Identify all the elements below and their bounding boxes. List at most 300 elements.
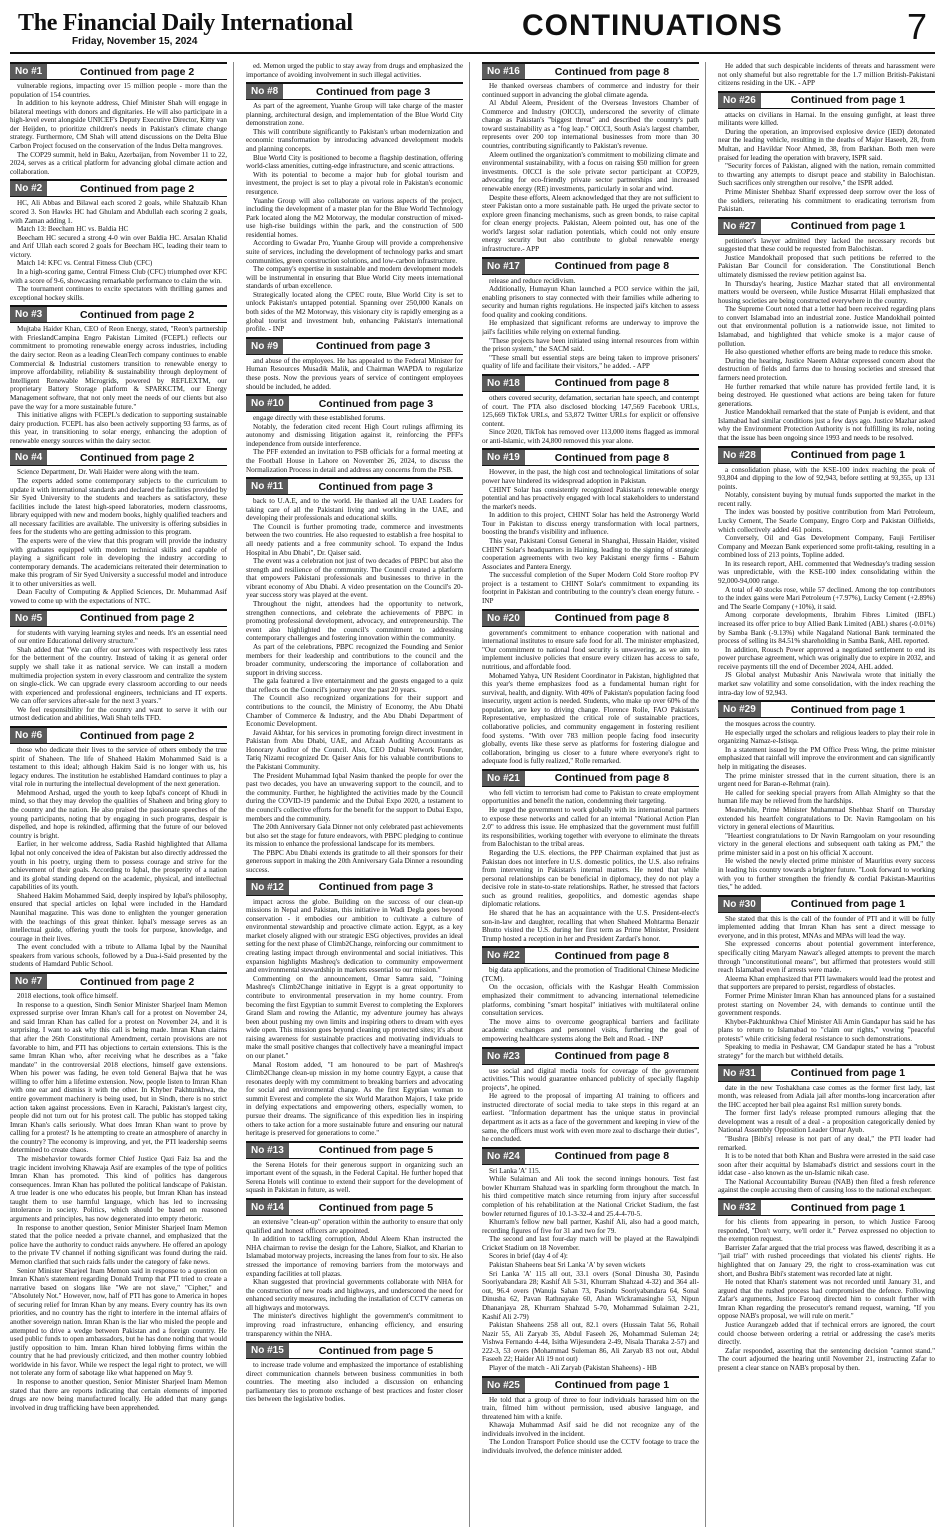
story <box>718 1064 935 1196</box>
paragraph: 2018 elections, took office himself. <box>17 992 119 1001</box>
story-body <box>482 468 699 605</box>
story <box>246 62 463 79</box>
paragraph: The gala featured a live entertainment and the guests engaged to a quiz that reflects on the Council's journey over the past 20 years. <box>246 677 463 694</box>
paragraph: The experts added some contemporary subjects to the curriculum to update it with international standards and declared the facilities provided by Sir Syed University to the students and teachers as satisfactory, these facilities include the latest high-speed laboratories, modern classrooms, library equipped with new and modern books, highly qualified teachers and all necessary facilities are available. The university is offering subsidies in fees for the students who are getting admission to this program. <box>10 476 227 537</box>
continued-from-label: Continued from page 3 <box>318 881 434 894</box>
paragraph: The President Muhammad Iqbal Nasim thanked the people for over the past two decades, you have an unwavering support to the council, and to the community. Further, he highlighted the activities made by the Council during the COVID-19 pandemic and the Dubai Expo 2020, a testament to the council's collective efforts for the benefit for the support to Dubai Expo, members and the community. <box>246 771 463 823</box>
story-header <box>482 1147 699 1165</box>
story <box>246 1198 463 1338</box>
story-header <box>10 972 227 990</box>
paragraph: Conversely, Oil and Gas Development Company, Fauji Fertiliser Company and Meezan Bank experienced some profit-taking, resulting in a combined loss of 213 points, Topline added. <box>718 534 935 560</box>
story-number-badge: No #30 <box>718 897 761 912</box>
story-header <box>482 609 699 627</box>
story-number-badge: No #27 <box>718 219 761 234</box>
continued-from-label: Continued from page 3 <box>315 85 431 98</box>
story-body <box>482 394 699 445</box>
continued-from-label: Continued from page 8 <box>554 451 670 464</box>
story-number-badge: No #9 <box>246 339 283 354</box>
paragraph: He added that such despicable incidents of threats and harassment were not only shameful but also regrettable for the 1.7 million British-Pakistani citizens residing in the UK. - APP <box>718 62 935 88</box>
story-header <box>246 1341 463 1359</box>
paragraph: The tournament continues to excite spectators with thrilling games and exceptional hockey skills. <box>10 285 227 302</box>
story-body <box>246 898 463 1138</box>
paragraph: petitioner's lawyer admitted they lacked the necessary records but suggested that these could be requested from Balochistan. <box>718 236 935 254</box>
continued-from-label: Continued from page 8 <box>554 949 670 962</box>
story-header <box>10 726 227 744</box>
story-body <box>482 1167 699 1373</box>
story <box>246 1141 463 1195</box>
story-body <box>718 1218 935 1372</box>
story-header <box>246 878 463 896</box>
paragraph: In addition to tackling corruption, Abdul Aleem Khan instructed the NHA chairman to revise the design for the Lahore, Sialkot, and Kharian to Islamabad motorway projects, increasing the lanes from four to six. He also stressed the importance of removing barriers from the motorways and expanding facilities at toll plazas. <box>246 1235 463 1278</box>
story-body <box>10 746 227 969</box>
paragraph: Mohamed Yahya, UN Resident Coordinator in Pakistan, highlighted that this year's theme emphasizes food as a fundamental human right for survival, health, and dignity. With 40% of Pakistan's population facing food insecurity, urgent action is needed. Students, who make up over 60% of the population, are key to driving change. Florence Rolle, FAO Pakistan's Representative, emphasized the critical role of sustainable practices, collaborative policies, and community engagement in fostering resilient food systems. "With over 783 million people facing food insecurity globally, events like these serve as platforms for fostering dialogue and collaboration, bringing us closer to a future where everyone's right to adequate food is fully realized," Rolle remarked. <box>482 671 699 766</box>
continued-from-label: Continued from page 3 <box>315 340 431 353</box>
story <box>718 895 935 1061</box>
column-4 <box>718 62 935 1527</box>
continued-from-label: Continued from page 1 <box>790 703 906 716</box>
paragraph: Barrister Zafar argued that the trial process was flawed, describing it as a "jail trial" with rushed proceedings that violated his clients' rights. He highlighted that on January 29, the right to cross-examination was cut short, and Bushra Bibi's statement was recorded late at night. <box>718 1243 935 1278</box>
continued-from-label: Continued from page 8 <box>554 612 670 625</box>
story-header <box>482 257 699 275</box>
story-number-badge: No #12 <box>246 880 289 895</box>
paragraph: Aleema Khan emphasized that PTI lawmakers would lead the protest and that supporters are prepared to persist, regardless of obstacles. <box>718 974 935 992</box>
story-body <box>718 915 935 1061</box>
story-body <box>10 992 227 1412</box>
story-body <box>482 789 699 943</box>
paragraph: Senior Minister Sharjeel Inam Memon said in response to a question on Imran Khan's statement regarding Donald Trump that PTI tried to create a narrative based on slogans like "We are not slave," "Cipher," and "Absolutely Not." However, now, half of PTI has gone to America in hopes of securing relief for Imran Khan by any means. Every country has its own priorities, and no country has the right to interfere in the internal affairs of another sovereign nation. Imran Khan is the liar who misled the people and attempted to drive a wedge between Pakistan and a foreign country. He used public funds to open ambassadors, but he has done nothing that would justify opposition to him. Imran Khan hired lobbying firms within the country that he had previously criticized, and then mother country lobbied worldwide in his favor. While we respect the legal right to protect, we will not tolerate any form of sabotage like what happened on May 9. <box>10 1266 227 1378</box>
paragraph: for his clients from appearing in person, to which Justice Farooq responded, "Don't worry, we'll order it." Pervez expressed no objection to the exemption request. <box>718 1218 935 1244</box>
paragraph: The 20th Anniversary Gala Dinner not only celebrated past achievements but also set the stage for future endeavors, with PBPC pledging to continue its mission to enhance the professional landscape for its members. <box>246 823 463 849</box>
paragraph: date in the new Toshakhana case comes as the former first lady, last month, was released from Adiala jail after months-long incarceration after the IHC accepted her bail plea against Rs1 million surety bonds. <box>718 1083 935 1109</box>
story-number-badge: No #16 <box>482 64 525 79</box>
paragraph: While Sulaiman and Ali took the second innings honours. Test fast bowler Khurram Shahzad was in sparkling form throughout the match. In his third competitive match since returning from injury after successful completion of his rehabilitation at the National Cricket Stadium, the fast bowler returned figures of 10.1-3-32-4 and 25.4-4-70-5. <box>482 1175 699 1218</box>
continued-from-label: Continued from page 8 <box>554 65 670 78</box>
paragraph: Former Prime Minister Imran Khan has announced plans for a sustained protest starting on November 24, with demands to continue until the government responds. <box>718 991 935 1018</box>
paragraph: Commenting on the announcement, Omar Samra said, "Joining Mashreq's Climb2Change initiative in Egypt is a great opportunity to contribute to environmental preservation in my home country. From becoming the first Egyptian to summit Everest to completing the Explorers Grand Slam and rowing the Atlantic, my adventure journey has always been about pushing my own limits and inspiring others to dream with eyes wide open. This mission goes beyond cleaning up protected sites; it's about raising awareness for sustainable practices and motivating individuals to make the small positive changes that collectively have a meaningful impact on our planet." <box>246 974 463 1060</box>
continued-from-label: Continued from page 2 <box>79 975 195 988</box>
paragraph: The PBPC Abu Dhabi extends its gratitude to all their sponsors for their generous support in making the 20th Anniversary Gala Dinner a resounding success. <box>246 848 463 874</box>
paragraph: Science Department, Dr. Wali Haider were along with the team. <box>17 468 200 477</box>
story-number-badge: No #24 <box>482 1149 525 1164</box>
paragraph: The second and last four-day match will be played at the Rawalpindi Cricket Stadium on 18 November. <box>482 1235 699 1252</box>
story-body <box>718 1084 935 1196</box>
story-body <box>482 1396 699 1456</box>
paragraph: The index was boosted by positive contribution from Mari Petroleum, Lucky Cement, The Searle Company, Engro Corp and Pakistan Oilfields, which collectively added 461 points. <box>718 508 935 534</box>
paragraph: The COP29 summit, held in Baku, Azerbaijan, from November 11 to 22, 2024, serves as a critical platform for advancing global climate action and collaboration. <box>10 150 227 176</box>
story-number-badge: No #17 <box>482 259 525 274</box>
paragraph: This year, Pakistani Consul General in Shanghai, Hussain Haider, visited CHINT Solar's headquarters in Haining, leading to the signing of strategic cooperation agreements with two key Pakistani energy firms - Bahum Associates and Pantera Energy. <box>482 537 699 571</box>
paragraph: Additionally, Humayun Khan launched a PCO service within the jail, enabling prisoners to stay connected with their families while adhering to security and human rights regulations. He inspected jail's kitchen to assess food quality and cooking conditions. <box>482 285 699 319</box>
story-body <box>10 199 227 302</box>
paragraph: She expressed concerns about potential government interference, specifically citing Maryam Nawaz's alleged attempts to prevent the march through "unconstitutional means", but affirmed that protesters would still reach Islamabad even if arrests were made. <box>718 940 935 975</box>
paragraph: With its potential to become a major hub for global tourism and investment, the project is set to play a pivotal role in Pakistan's economic resurgence. <box>246 170 463 196</box>
story-header <box>482 1376 699 1394</box>
paragraph: Player of the match - Ali Zaryab (Pakistan Shaheens) - HB <box>489 1364 657 1372</box>
story <box>482 62 699 254</box>
paragraph: The misbehavior towards former Chief Justice Qazi Faiz Isa and the tragic incident involving Khawaja Asif are examples of the type of politics Imran Khan has promoted. This kind of politics has dangerous consequences. Imran Khan has polluted the political landscape of Pakistan. A true leader is one who educates his people, but Imran Khan has instead taught them to use harmful language, which has led to increasing intolerance in society. Politics, which should be based on reasoned arguments and principles, has now degenerated into empty rhetoric. <box>10 1155 227 1224</box>
story-header <box>482 448 699 466</box>
continued-from-label: Continued from page 2 <box>79 729 195 742</box>
paragraph: to increase trade volume and emphasized the importance of establishing direct communication channels between business communities in both countries. The meeting also included a discussion on enhancing parliamentary ties to promote exchange of best practices and foster closer ties between the legislative bodies. <box>246 1361 463 1404</box>
paragraph: impact across the globe. Building on the success of our clean-up missions in Nepal and Pakistan, this initiative in Wadi Degla goes beyond conservation - it embodies our ambition to cultivate a culture of environmental stewardship and proactive climate action. Egypt, as a key market closely aligned with our strategic ESG objectives, provides an ideal setting for the next phase of Climb2Change, reinforcing our commitment to creating lasting impact through environmental and social initiatives. This expansion highlights Mashreq's dedication to community empowerment and environmental stewardship in markets essential to our mission." <box>246 897 463 975</box>
paragraph: Javaid Akhtar, for his services in promoting foreign direct investment in Pakistan from Abu Dhabi, UAE, and Afzaah Auditing Accountants as Honorary Auditor of the Council. Also, CEO Dubai Network Founder, Tariq Nizami recognized Dr. Qaiser Anis for his valuable contributions to the Pakistani Community. <box>246 728 463 772</box>
story-header <box>718 895 935 913</box>
paragraph: As part of the agreement, Yuanhe Group will take charge of the master planning, architectural design, and implementation of the Blue World City demonstration zone. <box>246 102 463 128</box>
story <box>482 1376 699 1456</box>
paragraph: government's commitment to enhance cooperation with national and international institutes to ensure safe food for all. The minister emphasized, "Our commitment to national food security is unwavering, as we aim to implement inclusive policies that ensure every citizen has access to safe, nutritious, and affordable food. <box>482 628 699 671</box>
paragraph: He further remarked that while nature has provided fertile land, it is being destroyed. He questioned what actions are being taken for future generations. <box>718 382 935 408</box>
story <box>10 305 227 445</box>
continued-from-label: Continued from page 8 <box>554 772 670 785</box>
paragraph: Mehmood Arshad, urged the youth to keep Iqbal's concept of Khudi in mind, so that they may develop the qualities of Shaheen and bring glory to the country and the nation. He also praised the passionate speeches of the young participants, noting that by engaging in such programs, despair is dispelled, and hope is rekindled, affirming that the future of our beloved country is bright. <box>10 788 227 840</box>
paragraph: Despite these efforts, Aleem acknowledged that they are not sufficient to steer Pakistan onto a more sustainable path. He urged the private sector to explore green financing mechanisms, such as green bonds, to raise capital for clean energy projects. Pakistan, Aleem pointed out, has one of the world's largest solar radiation potentials, which could not only ensure energy security but also contribute to global renewable energy infrastructure.- APP <box>482 193 699 253</box>
story-body <box>482 1067 699 1144</box>
story-header <box>246 1198 463 1216</box>
story-number-badge: No #7 <box>10 974 47 989</box>
story-body <box>246 102 463 334</box>
paragraph: Yuanhe Group will also collaborate on various aspects of the project, including the development of a master plan for the Blue World Technology Park located along the M2 Motorway, the modular construction of mixed-use high-rise buildings within the park, and the construction of 500 residential homes. <box>246 196 463 239</box>
paragraph: Blue World City is positioned to become a flagship destination, offering world-class amenities, cutting-edge infrastructure, and scenic attractions. <box>246 153 463 171</box>
story-header <box>482 374 699 392</box>
story-body <box>10 468 227 605</box>
story <box>482 1147 699 1373</box>
story-body <box>246 1218 463 1338</box>
paragraph: Prime Minister Shehbaz Sharif expressed deep sorrow over the loss of the soldiers, reiterating his commitment to eradicating terrorism from Pakistan. <box>718 187 935 214</box>
story <box>482 946 699 1043</box>
paragraph: He wished the newly elected prime minister of Mauritius every success in leading his country towards a brighter future. "Look forward to working with you to further strengthen the friendly & cordial Pakistan-Mauritius ties," he added. <box>718 857 935 892</box>
paragraph: Since 2020, TikTok has removed over 113,000 items flagged as immoral or anti-Islamic, with 24,800 removed this year alone. <box>482 428 699 445</box>
page-number: 7 <box>906 6 927 47</box>
story-body <box>482 966 699 1043</box>
paragraph: The experts were of the view that this program will provide the industry with graduates equipped with modern technical skills and capable of playing a significant role in developing the industry according to contemporary demands. The academicians reiterated their determination to make this program of Sir Syed University a successful model and introduce it to other universities as well. <box>10 537 227 588</box>
story-body <box>10 325 227 445</box>
continued-from-label: Continued from page 8 <box>554 1050 670 1062</box>
story-header <box>482 769 699 787</box>
continued-from-label: Continued from page 5 <box>318 1144 434 1157</box>
paragraph: a consolidation phase, with the KSE-100 index reaching the peak of 93,804 and dipping to the low of 92,943, before settling at 93,355, up 131 points. <box>718 465 935 491</box>
continued-from-label: Continued from page 3 <box>318 397 434 410</box>
paragraph: for students with varying learning styles and needs. It's an essential need of our entire Educational delivery structure." <box>10 628 227 646</box>
paragraph: The former first lady's release prompted rumours alleging that the development was a result of a deal - a proposition categorically denied by National Assembly Opposition Leader Omar Ayub. <box>718 1109 935 1135</box>
paragraph: The company's expertise in sustainable and modern development models will be instrumental in ensuring that Blue World City meets international standards of urban excellence. <box>246 265 463 291</box>
continued-from-label: Continued from page 2 <box>79 65 195 78</box>
story <box>718 700 935 892</box>
story-number-badge: No #14 <box>246 1200 289 1215</box>
paragraph: Scores in brief (day 4 of 4): <box>489 1252 568 1261</box>
paragraph: The prime minister stressed that in the current situation, there is an urgent need for Baran-e-Rehmat (rain). <box>718 771 935 789</box>
story-header <box>718 1198 935 1216</box>
paragraph: CHINT Solar has consistently recognized Pakistan's renewable energy potential and has proactively engaged with local stakeholders to understand the market's needs. <box>482 485 699 511</box>
paragraph: The National Accountability Bureau (NAB) then filed a fresh reference against the couple accusing them of causing loss to the national exchequer. <box>718 1177 935 1195</box>
paragraph: He shared that he has an acquaintance with the U.S. President-elect's son-in-law and daughter, recalling that when Shaheed Mohtarma Benazir Bhutto visited the U.S. during her first term as Prime Minister, President Trump hosted a reception in her and President Zardari's honor. <box>482 908 699 943</box>
paragraph: He called for seeking special prayers from Allah Almighty so that the human life may be relieved from the hardships. <box>718 788 935 806</box>
story-header <box>482 1047 699 1065</box>
paragraph: He agreed to the proposal of imparting AI training to officers and instructed directorate of social media to take steps in this regard at an earliest. "Information department has the unique status in provincial department as it acts as a face of the government and keeping in view of the same, the officers must work with even more zeal to discharge their duties", he concluded. <box>482 1092 699 1144</box>
paragraph: Shaheed Hakim Mohammed Said, deeply inspired by Iqbal's philosophy, ensured that special articles on Iqbal were included in the Hamdard Naunihal magazine. This was done to enlighten the younger generation with the teachings of this great thinker. Iqbal's message serves as an intellectual guide, offering youth the tools for purpose, knowledge, and courage in their lives. <box>10 891 227 943</box>
paragraph: JS Global analyst Mubashir Anis Nawiwala wrote that initially the market saw volatility and some consolidation, with the index reaching the intra-day low of 92,943. <box>718 671 935 697</box>
story-number-badge: No #2 <box>10 181 47 196</box>
story-header <box>10 609 227 627</box>
paper-name: The Financial Daily International <box>18 10 353 36</box>
paragraph: the Serena Hotels for their generous support in organizing such an important event of the squash, in the Federal Capital. He further hoped that Serena Hotels will continue to extend their support for the development of squash in Pakistan in future, as well. <box>246 1160 463 1195</box>
story-body <box>482 277 699 371</box>
story-header <box>482 62 699 80</box>
paragraph: In addition to his keynote address, Chief Minister Shah will engage in bilateral meetings with donors and dignitaries. He will also participate in a high-level event alongside UNICEF's Deputy Executive Director, Kitty van der Heijden, to prioritize children's needs in Pakistan's climate change strategy. Furthermore, CM Shah will attend discussions on the Delta Blue Carbon Project focused on the conservation of the Indus Delta mangroves. <box>10 99 227 151</box>
paragraph: The event concluded with a tribute to Allama Iqbal by the Naunihal speakers from various schools, followed by a Dua-i-Said presented by the students of Hamdard Public School. <box>10 943 227 969</box>
story-number-badge: No #22 <box>482 948 525 963</box>
story <box>482 1047 699 1144</box>
paragraph: Justice Mandokhail remarked that the state of Punjab is evident, and that Islamabad had similar conditions just a few days ago. Justice Mazhar asked why the Environment Protection Authority is not fulfilling its role, noting that the issue has been ongoing since 1993 and needs to be resolved. <box>718 408 935 442</box>
column-2 <box>246 62 470 1527</box>
paragraph: She stated that this is the call of the founder of PTI and it will be fully implemented adding that Imran Khan has sent a direct message to everyone, and in this protest, MNAs and MPAs will lead the way. <box>718 914 935 940</box>
story-header <box>246 1141 463 1159</box>
story-body <box>718 62 935 88</box>
story <box>246 82 463 334</box>
story-number-badge: No #23 <box>482 1049 525 1064</box>
story-number-badge: No #6 <box>10 728 47 743</box>
paragraph: Earlier, in her welcome address, Sadia Rashid highlighted that Allama Iqbal not only conceived the idea of Pakistan but also directly addressed the youth in his poetry, urging them to possess courage and strive for the achievement of their goals. According to Iqbal, the prosperity of a nation and its global standing depend on the academic, physical, and intellectual capabilities of its youth. <box>10 840 227 892</box>
story-number-badge: No #25 <box>482 1378 525 1393</box>
paragraph: The Council also recognized organizations for their support and contributions to the council, the Ministry of Economy, the Abu Dhabi Chamber of Commerce & Industry, and the Abu Dhabi Department of Economic Development. <box>246 694 463 729</box>
story-body <box>246 414 463 474</box>
paragraph: Zafar responded, asserting that the sentencing decision "cannot stand." The court adjourned the hearing until November 21, instructing Zafar to present a clear stance on NAB's proposal by then. <box>718 1346 935 1372</box>
paragraph: Sri Lanka 'A' 115. <box>489 1166 541 1175</box>
paragraph: Among corporate developments, Ibrahim Fibres Limited (IBFL) increased its offer price to buy Allied Bank Limited (ABL) shares (-0.01%) by Samba Bank (-9.13%) while Nagaland National Bank terminated the process of selling its 84.51% shareholding in Samba Bank, AHL reported. <box>718 611 935 646</box>
paragraph: Justice Mandokhail proposed that such petitions be referred to the Pakistan Bar Council for consideration. The Constitutional Bench ultimately dismissed the review petition against Isa. <box>718 253 935 279</box>
story-body <box>246 1161 463 1195</box>
paragraph: "Bushra [Bibi's] release is not part of any deal," the PTI leader had remarked. <box>718 1135 935 1152</box>
paragraph: The Supreme Court noted that a letter had been received regarding plans to convert Islamabad into an industrial zone. Justice Mandokhail pointed out that environmental pollution is a nationwide issue, not limited to Islamabad, and highlighted that vehicle smoke is a major cause of pollution. <box>718 305 935 348</box>
story-header <box>718 91 935 109</box>
paragraph: others covered security, defamation, sectarian hate speech, and contempt of court. The PTA also disclosed blocking 147,569 Facebook URLs, 125,669 TikTok URLs, and 53,872 Twitter URLs for explicit or offensive content. <box>482 393 699 428</box>
continued-from-label: Continued from page 1 <box>790 898 906 911</box>
story-body <box>246 1361 463 1404</box>
story-header <box>10 305 227 323</box>
paragraph: The PFF extended an invitation to PSB officials for a formal meeting at the Football House in Lahore on November 26, 2024, to discuss the Normalization Process in detail and address any concerns from the PSB. <box>246 448 463 474</box>
story-body <box>718 237 935 443</box>
section-title: CONTINUATIONS <box>522 9 783 42</box>
paragraph: According to Gwadar Pro, Yuanhe Group will provide a comprehensive suite of services, including the development of technology parks and smart communities, green construction solutions, and low-carbon infrastructure. <box>246 239 463 265</box>
continued-from-label: Continued from page 5 <box>318 1201 434 1214</box>
story-number-badge: No #21 <box>482 771 525 786</box>
paragraph: Khawaja Muhammad Asif said he did not recognize any of the individuals involved in the incident. <box>482 1421 699 1438</box>
paragraph: "These projects have been initiated using internal resources from within the prison system," the SACM said. <box>482 336 699 354</box>
paragraph: "Heartiest congratulations to Dr Navin Ramgoolam on your resounding victory in the general elections and subsequent oath taking as PM," the prime minister said in a post on his official X account. <box>718 831 935 857</box>
continued-from-label: Continued from page 5 <box>318 1344 434 1357</box>
continued-from-label: Continued from page 1 <box>790 449 906 462</box>
continued-from-label: Continued from page 1 <box>790 220 906 233</box>
paragraph: In addition to this project, CHINT Solar has held the Astronergy World Tour in Pakistan to discuss energy transformation with local partners, boosting the brand's visibility and influence. <box>482 511 699 537</box>
paragraph: In a high-scoring game, Central Fitness Club (CFC) triumphed over KFC with a score of 9-6, showcasing remarkable performance to claim the win. <box>10 267 227 285</box>
paragraph: In response to another question, Senior Minister Sharjeel Inam Memon stated that there are reports indicating that certain elements of imported drugs are now being manufactured locally. He added that many gangs involved in drug trafficking have been apprehended. <box>10 1378 227 1412</box>
paragraph: Mujtaba Haider Khan, CEO of Reon Energy, stated, "Reon's partnership with FrieslandCampina Engro Pakistan Limited (FCEPL) reflects our commitment to promoting renewable energy across industries, including the dairy sector. Reon as a leading CleanTech company continues to enable Commercial & Industrial customers transition to renewable energy to improve affordability, reliability & sustainability through deployment of Intelligent Renewable Microgrids, powered by REFLEXTM, our proprietary Battery Storage platform & SPARKCTM, our Energy Management software, that not only meet the needs of our clients but also pave the way for a more sustainable future." <box>10 325 227 411</box>
story-body <box>10 629 227 723</box>
paragraph: HC, Ali Abbas and Bilawal each scored 2 goals, while Shahzaib Khan scored 3. Son Hawks HC had Ghulam and Abdullah each scoring 2 goals, with Zaman adding 1. <box>10 199 227 225</box>
paragraph: "These small but essential steps are being taken to improve prisoners' quality of life and facilitate their visitors," he added. - APP <box>482 353 699 371</box>
story-body <box>246 62 463 79</box>
story <box>10 179 227 302</box>
paragraph: In response to another question, Senior Minister Sharjeel Inam Memon stated that the police needed a private channel, and emphasized that the police have the authority to conduct raids anywhere. He offered an apology to the private TV channel if nothing significant was found during the raid. Memon clarified that such raids falls under the category of fake news. <box>10 1223 227 1266</box>
paragraph: In addition, Rousch Power approved a negotiated settlement to end its power purchase agreement, which was originally due to expire in 2032, and receive payments till the end of December 2024, AHL added. <box>718 645 935 671</box>
column-3 <box>482 62 706 1527</box>
paragraph: The successful completion of the Super Modern Cold Store rooftop PV project is a testament to CHINT Solar's commitment to expanding its footprint in Pakistan and contributing to the country's clean energy future. - INP <box>482 571 699 606</box>
paragraph: He especially urged the scholars and religious leaders to play their role in organizing Namaz-e-Istisqa. <box>718 728 935 746</box>
paragraph: He told that a group of three to four individuals harassed him on the train, filmed him without permission, used abusive language, and threatened him with a knife. <box>482 1395 699 1421</box>
paragraph: However, in the past, the high cost and technological limitations of solar power have hindered its widespread adoption in Pakistan. <box>482 468 699 485</box>
paragraph: attacks on civilians in Harnai. In the ensuing gunfight, at least three militants were killed. <box>718 110 935 128</box>
paragraph: The event was a celebration not just of two decades of PBPC but also the strength and resilience of the community. The Council created a platform that empowers Pakistani professionals and businesses to thrive in the vibrant economy of Abu Dhabi. A video presentation on the Council's 20-year success story was played at the event. <box>246 557 463 600</box>
paragraph: Beecham HC secured a strong 4-0 win over Baldia HC. Arsalan Khalid and Arif Ullah each scored 2 goals for Beecham HC, leading their team to victory. <box>10 233 227 259</box>
story-number-badge: No #8 <box>246 84 283 99</box>
paragraph: Throughout the night, attendees had the opportunity to network, strengthen connections, and celebrate the achievements of PBPC in promoting professional development, advocacy, and entrepreneurship. The event also highlighted the council's commitment to addressing contemporary challenges and fostering innovation within the community. <box>246 600 463 643</box>
story-body <box>246 497 463 874</box>
paragraph: Sri Lanka 'A' 115 all out, 33.1 overs (Sonal Dinusha 30, Pasindu Sooriyabandara 28; Kashif Ali 5-31, Khurram Shahzad 4-32) and 364 all-out, 96.4 overs (Wanuja Sahan 73, Pasindu Sooriyabandara 64, Sonal Dinusha 62, Pavan Rathnayake 60, Ahan Wickramasinghe 53, Nipun Dhananjaya 28, Khurram Shahzad 5-70, Mohammad Sulaiman 2-21, Kashif Ali 2-79) <box>482 1269 699 1321</box>
paragraph: and abuse of the employees. He has appealed to the Federal Minister for Human Resources Musadik Malik, and Chairman WAPDA to regularize these posts. Now the previous years of service of contingent employees should be included, he added. <box>246 356 463 391</box>
story <box>718 1198 935 1372</box>
paragraph: It is to be noted that both Khan and Bushra were arrested in the said case soon after their acquittal by Islamabad's district and sessions court in the iddat case - also known as the un-Islamic nikah case. <box>718 1152 935 1178</box>
paragraph: Khan suggested that provincial governments collaborate with NHA for the construction of new roads and highways, and underscored the need for enhanced security measures, including the installation of CCTV cameras on all highways and motorways. <box>246 1278 463 1312</box>
story-body <box>482 82 699 254</box>
paragraph: Match 14: KFC vs. Central Fitness Club (CFC) <box>17 259 153 268</box>
paragraph: He also questioned whether efforts are being made to reduce this smoke. <box>725 348 933 357</box>
paragraph: The minister's directives highlight the government's commitment to improving road infrastructure, enhancing efficiency, and ensuring transparency within the NHA. <box>246 1312 463 1338</box>
story-number-badge: No #3 <box>10 307 47 322</box>
continued-from-label: Continued from page 2 <box>79 612 195 625</box>
paragraph: ed. Memon urged the public to stay away from drugs and emphasized the importance of avoiding involvement in such illegal activities. <box>246 62 463 79</box>
continued-from-label: Continued from page 1 <box>790 94 906 107</box>
paragraph: Dean Faculty of Computing & Applied Sciences, Dr. Muhammad Asif vowed to come up with the expectations of NTC. <box>10 588 227 606</box>
story-number-badge: No #5 <box>10 611 47 626</box>
continued-from-label: Continued from page 2 <box>79 182 195 195</box>
story-number-badge: No #28 <box>718 448 761 463</box>
issue-date: Friday, November 15, 2024 <box>72 36 198 47</box>
story-number-badge: No #10 <box>246 396 289 411</box>
paragraph: Speaking to media in Peshawar, CM Gandapur stated he has a "robust strategy" for the march but withheld details. <box>718 1043 935 1060</box>
paragraph: In a statement issued by the PM Office Press Wing, the prime minister emphasized that rainfall will improve the environment and can significantly help in mitigating the diseases. <box>718 745 935 772</box>
paragraph: We feel responsibility for the country and want to serve it with our utmost dedication and abilities, Wali Shah tells TFD. <box>10 705 227 723</box>
paragraph: He noted that Khan's statement was not recorded until January 31, and argued that the rushed process had compromised the defence. Following Zafar's arguments, Justice Farooq directed him to consult further with Imran Khan regarding the prosecutor's remand request, warning, "If you oppose NAB's proposal, we will rule on merit." <box>718 1278 935 1321</box>
paragraph: Match 13: Beecham HC vs. Baldia HC <box>17 225 129 234</box>
story-body <box>246 357 463 391</box>
story-body <box>718 111 935 214</box>
paragraph: The Council is further promoting trade, commerce and investments between the two countries. He also requested to establish a free hospital to all needy patients and a free community school. To expand the Indus Hospital in Abu Dhabi", Dr. Qaiser said. <box>246 522 463 557</box>
paragraph: Khurram's fellow new ball partner, Kashif Ali, also had a good match, recording figures of five for 31 and two for 79. <box>482 1218 699 1235</box>
paragraph: Khyber-Pakhtunkhwa Chief Minister Ali Amin Gandapur has said he has plans to return to Islamabad to "claim our rights," vowing "peaceful protests" while criticising federal resistance to such demonstrations. <box>718 1017 935 1043</box>
story-body <box>10 82 227 176</box>
story-header <box>482 946 699 964</box>
paragraph: release and reduce recidivism. <box>489 276 576 285</box>
story-number-badge: No #32 <box>718 1200 761 1215</box>
continued-from-label: Continued from page 1 <box>790 1201 906 1214</box>
paragraph: As part of the celebrations, PBPC recognized the Founding and Senior members for their leadership and contributions to the council and the broader community, underscoring the importance of collaboration and support in driving success. <box>246 642 463 677</box>
story <box>482 448 699 605</box>
paragraph: who fell victim to terrorism had come to Pakistan to create employment opportunities and benefit the nation, condemning their targeting. <box>482 788 699 806</box>
paragraph: those who dedicate their lives to the service of others embody the true spirit of Shaheen. The life of Shaheed Hakim Mohammed Said is a testament to this ideal; although Hakim Said is no longer with us, his legacy endures. The institution he established Hamdard continues to play a vital role in nurturing the intellectual development of the next generation. <box>10 746 227 789</box>
paragraph: Justice Aurangzeb added that if technical errors are ignored, the court could choose between ordering a retrial or addressing the case's merits directly. <box>718 1321 935 1347</box>
paragraph: He urged the government to work globally with its international partners to expose these networks and called for an internal "National Action Plan 2.0" to address this issue. He emphasized that the government must fulfill its responsibilities, working together with everyone to eliminate the threats from Balochistan to the tribal areas. <box>482 806 699 849</box>
paragraph: Meanwhile, Prime Minister Muhammad Shehbaz Sharif on Thursday extended his heartfelt congratulations to Dr. Navin Ramgoolam on his victory in general elections of Mauritius. <box>718 805 935 832</box>
story-number-badge: No #29 <box>718 702 761 717</box>
story-number-badge: No #4 <box>10 450 47 465</box>
paragraph: On the occasion, officials with the Kashgar Health Commission emphasized their commitment to advancing international telemedicine platforms, combining "smart hospital" initiatives with multilateral online consultation services. <box>482 983 699 1018</box>
story <box>10 972 227 1412</box>
story-header <box>10 179 227 197</box>
paragraph: A total of 40 stocks rose, while 57 declined. Among the top contributors to the index gains were Mari Petroleum (+7.97%), Lucky Cement (+2.89%) and The Searle Company (+10%), it said. <box>718 585 935 611</box>
paragraph: vulnerable regions, impacting over 15 million people - more than the population of 154 countries. <box>10 82 227 99</box>
story-body <box>718 720 935 892</box>
paragraph: He thanked overseas chambers of commerce and industry for their continued support in advancing the global climate agenda. <box>482 82 699 99</box>
story <box>10 609 227 723</box>
continued-from-label: Continued from page 8 <box>554 377 670 390</box>
story <box>718 62 935 88</box>
continued-from-label: Continued from page 8 <box>554 260 670 273</box>
paragraph: use social and digital media tools for coverage of the government activities."This would guarantee enhanced publicity of specially flagship projects", he opined. <box>482 1066 699 1092</box>
story-number-badge: No #31 <box>718 1066 761 1081</box>
story-header <box>246 394 463 412</box>
story <box>246 878 463 1138</box>
story <box>246 337 463 391</box>
paragraph: During the hearing, Justice Naeem Akhtar expressed concern about the destruction of fields and farms due to housing societies and stressed that farmers need protection. <box>718 356 935 382</box>
story <box>482 769 699 943</box>
continued-from-label: Continued from page 2 <box>79 308 195 321</box>
paragraph: Aleem outlined the organization's commitment to mobilizing climate and environmental sustainability, with a focus on raising $50 million for green investments. OICCI is the sole private sector participant at COP29, advocating for eco-friendly private sector partnerships and increased renewable energy (RE) investments, particularly in solar and wind. <box>482 150 699 193</box>
continued-from-label: Continued from page 3 <box>318 480 433 493</box>
story-number-badge: No #1 <box>10 64 47 79</box>
story <box>246 477 463 874</box>
story-header <box>718 700 935 718</box>
story-number-badge: No #19 <box>482 450 525 465</box>
paragraph: Notably, the federation cited recent High Court rulings affirming its autonomy and dismissing litigation against it, reinforcing the PFF's independence from outside interference. <box>246 422 463 448</box>
story-number-badge: No #26 <box>718 93 761 108</box>
story-number-badge: No #18 <box>482 376 525 391</box>
paragraph: an extensive "clean-up" operation within the authority to ensure that only qualified and honest officers are appointed. <box>246 1218 463 1235</box>
paragraph: Pakistan Shaheens 258 all out, 82.1 overs (Hussain Talat 56, Rohail Nazir 55, Ali Zaryab 35, Abdul Faseeh 26, Mohammad Suleman 24; Vishwa Fernando 4-44, Isitha Wijesundera 2-49, Nisala Tharaka 2-57) and 222-3, 53 overs (Mohammad Suleman 86, Ali Zaryab 83 not out, Abdul Faseeh 22; Haider Ali 19 not out) <box>482 1321 699 1364</box>
story <box>718 217 935 443</box>
continued-from-label: Continued from page 2 <box>79 451 195 464</box>
story-header <box>246 82 463 100</box>
story-header <box>718 446 935 464</box>
story-header <box>10 448 227 466</box>
paragraph: During the operation, an improvised explosive device (IED) detonated near the leading vehicle, resulting in the deaths of Major Haseeb, 28, from Multan, and Havildar Noor Ahmed, 38, from Barkhan. Both men were praised for leading the operation with bravery, ISPR said. <box>718 127 935 162</box>
paragraph: In its research report, AHL commented that Wednesday's trading session was unpredictable, with the KSE-100 index consolidating within the 92,000-94,000 range. <box>718 559 935 586</box>
paragraph: back to U.A.E, and to the world. He thanked all the UAE Leaders for taking care of all the Pakistani living and working in the UAE, and developing their professionals and educational skills. <box>246 497 463 523</box>
story-body <box>482 629 699 766</box>
paragraph: Notably, consistent buying by mutual funds supported the market in the recent rally. <box>718 491 935 508</box>
story <box>10 726 227 969</box>
story <box>482 609 699 766</box>
story <box>718 91 935 214</box>
paragraph: Shah added that "We can offer our services with respectively less rates for the betterment of the country. Instead of taking it as general order supply we shall take it as national service. We can install a modern multimedia projection system in every classroom and centralize the system on single-click. We can upgrade every classroom according to our needs with experienced and professional engineers, technicians and IT experts. We can offer services after-sale for the next 3 years." <box>10 645 227 706</box>
story-number-badge: No #11 <box>246 479 288 494</box>
paragraph: The move aims to overcome geographical barriers and facilitate academic exchanges and personnel visits, furthering the goal of empowering healthcare systems along the Belt and Road. - INP <box>482 1017 699 1043</box>
paragraph: the mosques across the country. <box>725 720 816 729</box>
paragraph: Manal Rostom added, "I am honoured to be part of Mashreq's Climb2Change clean-up mission in my home country Egypt, a cause that resonates deeply with my commitment to breaking barriers and advocating for social and environmental change. As the first Egyptian woman to summit Everest and complete the six World Marathon Majors, I take pride in defying expectations and empowering others, especially women, to pursue their dreams. The significance of this expedition lies in inspiring others to take action for a more sustainable future and ensuring our natural heritage is preserved for generations to come." <box>246 1060 463 1138</box>
story <box>10 448 227 605</box>
paragraph: The London Transport Police should use the CCTV footage to trace the individuals involved, the defence minister added. <box>482 1438 699 1456</box>
paragraph: He emphasized that significant reforms are underway to improve the jail's facilities while relying on external funding. <box>482 319 699 337</box>
story-header <box>246 337 463 355</box>
continued-from-label: Continued from page 1 <box>790 1067 906 1080</box>
paragraph: This initiative aligns with FCEPL's dedication to supporting sustainable dairy production. FCEPL has also been actively supporting 93 farms, as of this year, in transitioning to solar energy, enhancing the adoption of renewable energy sources within the dairy sector. <box>10 411 227 445</box>
paragraph: Al Abdul Aleem, President of the Overseas Investors Chamber of Commerce and Industry (OICCI), underscored the severity of climate change as Pakistan's "biggest threat" and described the country's path toward sustainability as a "fog leap." OICCI, South Asia's largest chamber, represents over 200 top international businesses from more than 30 countries, contributing significantly to Pakistan's revenue. <box>482 99 699 151</box>
column-1 <box>10 62 234 1527</box>
continued-from-label: Continued from page 1 <box>554 1379 670 1392</box>
story-number-badge: No #20 <box>482 611 525 626</box>
story <box>482 374 699 445</box>
paragraph: engage directly with these established forums. <box>253 414 386 423</box>
paragraph: "Security forces of Pakistan, aligned with the nation, remain committed to thwarting any attempts to disrupt peace and stability in Balochistan. Such sacrifices only strengthen our resolve," the ISPR added. <box>718 162 935 188</box>
masthead <box>10 6 935 54</box>
